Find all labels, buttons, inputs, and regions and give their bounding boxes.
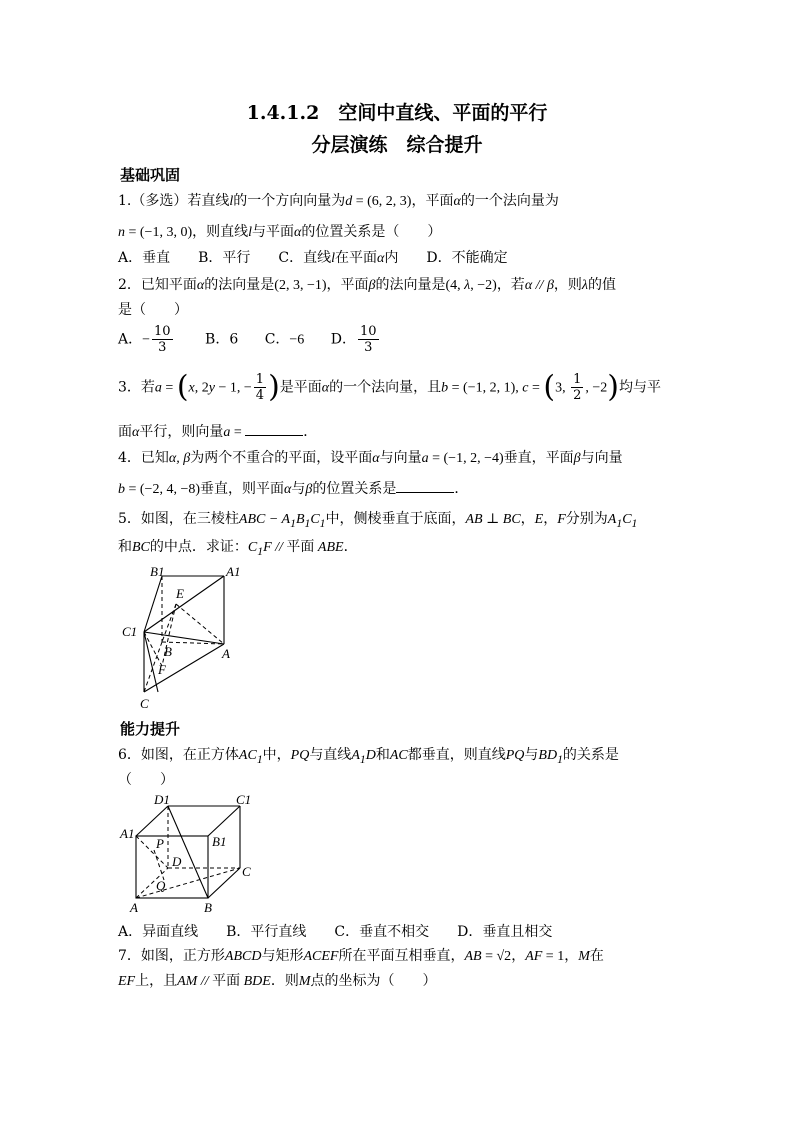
page-title: 1.4.1.2 空间中直线、平面的平行 — [246, 102, 548, 124]
label-c1: C1 — [122, 624, 138, 639]
label-b: B — [164, 644, 172, 659]
q6-line1: 6．如图，在正方体$AC_1$中，PQ与直线$A_1D$和AC都垂直，则直线PQ与$BD_1$的关系是 — [118, 747, 619, 766]
q1-line2: n = (−1, 3, 0)，则直线l与平面α的位置关系是（ ） — [118, 224, 442, 240]
label-q: Q — [156, 878, 166, 893]
q3-blank[interactable] — [245, 435, 303, 436]
section-basic: 基础巩固 — [120, 166, 181, 184]
q2-line2: 是（ ） — [118, 302, 188, 318]
prism-figure — [118, 562, 248, 710]
q4-line1: 4．已知α, β为两个不重合的平面，设平面α与向量a = (−1, 2, −4)垂直，平面β与向量 — [118, 450, 623, 466]
label-c: C — [140, 696, 149, 710]
label-c1: C1 — [236, 792, 252, 807]
q3-line1: 3．若a = (x, 2y − 1, − $\frac{1}{4}$ )是平面α的一个法向量，且b = (−1, 2, 1), c = (3, $\frac{1}{2}$ , −2)均与平 — [118, 369, 662, 405]
q3-line2: 面α平行，则向量a = ． — [118, 424, 318, 440]
label-b: B — [204, 900, 212, 914]
label-e: E — [176, 586, 184, 601]
label-a1: A1 — [226, 564, 241, 579]
q1-options: A．垂直 B．平行 C．直线l在平面α内 D．不能确定 — [118, 250, 508, 266]
label-b1: B1 — [212, 834, 227, 849]
q6-options: A．异面直线 B．平行直线 C．垂直不相交 D．垂直且相交 — [118, 924, 553, 940]
label-c: C — [242, 864, 251, 879]
label-a: A — [222, 646, 230, 661]
q5-line1: 5．如图，在三棱柱ABC − $A_1B_1C_1$中，侧棱垂直于底面，AB ⊥ BC，E，F分别为$A_1C_1$ — [118, 511, 638, 530]
q7-line2: EF上，且AM // 平面 BDE．则M点的坐标为（ ） — [118, 973, 437, 989]
q6-line2: （ ） — [118, 772, 174, 788]
label-b1: B1 — [150, 564, 165, 579]
q2-options: A．− $\frac{10}{3}$ B．6 C．−6 D． $\frac{10}{3}$ — [118, 324, 377, 355]
label-p: P — [156, 836, 164, 851]
q4-line2: b = (−2, 4, −8)垂直，则平面α与β的位置关系是 ． — [118, 481, 469, 497]
q4-blank[interactable] — [396, 492, 454, 493]
page-subtitle: 分层演练 综合提升 — [311, 134, 483, 156]
q1-line1: 1.（多选）若直线l的一个方向向量为d = (6, 2, 3)，平面α的一个法向量为 — [118, 193, 559, 209]
label-d: D — [172, 854, 182, 869]
q2-line1: 2．已知平面α的法向量是(2, 3, −1)，平面β的法向量是(4, λ, −2)，若α // β，则λ的值 — [118, 277, 616, 293]
label-a1: A1 — [120, 826, 135, 841]
label-f: F — [158, 662, 166, 677]
q7-line1: 7．如图，正方形ABCD与矩形ACEF所在平面互相垂直，AB = √2，AF = 1，M在 — [118, 948, 604, 964]
q5-line2: 和BC的中点．求证：$C_1F$ // 平面 ABE． — [118, 539, 358, 558]
cube-figure — [118, 792, 258, 914]
label-a: A — [130, 900, 138, 914]
label-d1: D1 — [154, 792, 170, 807]
section-advanced: 能力提升 — [120, 720, 181, 738]
